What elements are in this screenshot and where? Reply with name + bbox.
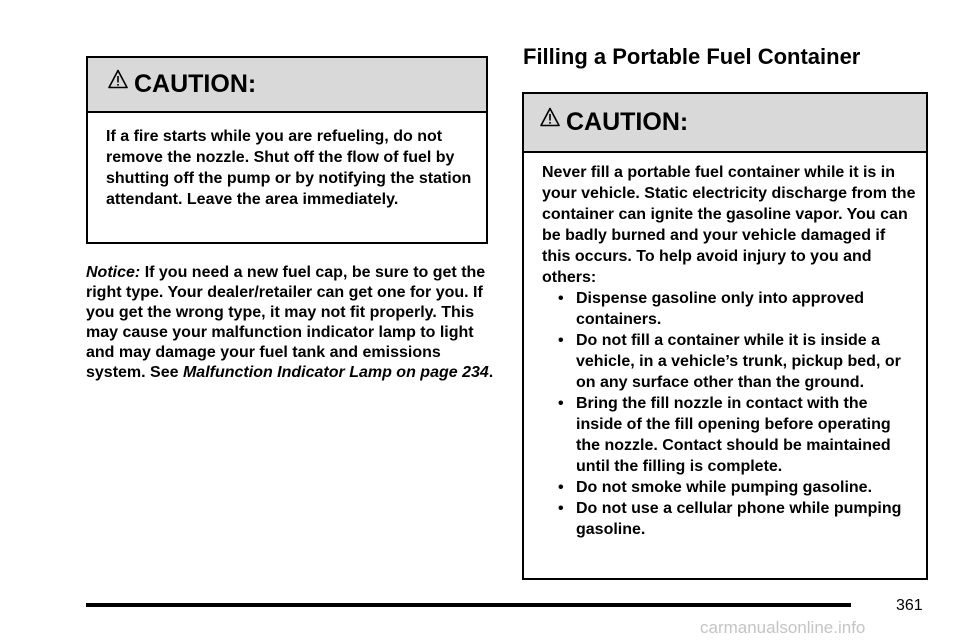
bullet: •	[558, 479, 564, 496]
caution-title: CAUTION:	[134, 70, 257, 98]
bullet: •	[558, 290, 564, 307]
notice-paragraph	[86, 263, 494, 383]
caution-header	[524, 94, 926, 153]
warning-icon	[108, 69, 128, 89]
caution-text: If a fire starts while you are refueling, do not remove the nozzle. Shut off the flow of fuel by shutting off the pump or by notifying the station attendant. Leave the area immediately.	[106, 128, 472, 208]
list-item: • Do not smoke while pumping gasoline.	[558, 479, 873, 496]
list-item: • Do not use a cellular phone while pumping gasoline.	[558, 500, 902, 538]
caution-box-portable-container	[522, 92, 928, 580]
bullet: •	[558, 500, 564, 517]
page-number: 361	[896, 597, 923, 614]
bullet: •	[558, 395, 564, 412]
list-item: • Dispense gasoline only into approved containers.	[558, 290, 865, 328]
caution-header	[88, 58, 486, 113]
caution-title: CAUTION:	[566, 108, 689, 136]
notice-end: .	[488, 364, 494, 381]
caution-intro: Never fill a portable fuel container while it is in your vehicle. Static electricity discharge from the container can ignite the gasoline vapor. You can be badly burned and your vehicle damaged if this occurs. To help avoid injury to you and others:	[542, 164, 916, 286]
caution-list	[542, 288, 916, 540]
notice-label: Notice:	[86, 264, 141, 281]
list-item: • Bring the fill nozzle in contact with the inside of the fill opening before operating the nozzle. Contact should be maintained until the filling is complete.	[558, 395, 891, 475]
cross-reference-link[interactable]: Malfunction Indicator Lamp on page 234	[182, 364, 489, 381]
section-title: Filling a Portable Fuel Container	[523, 44, 861, 69]
list-item: • Do not fill a container while it is inside a vehicle, in a vehicle’s trunk, pickup bed, or on any surface other than the ground.	[558, 332, 901, 391]
caution-box-fire	[86, 56, 488, 244]
watermark: carmanualsonline.info	[700, 618, 866, 637]
caution-content	[524, 153, 926, 540]
notice-text: If you need a new fuel cap, be sure to get the right type. Your dealer/retailer can get one for you. If you get the wrong type, it may not fit properly. This may cause your malfunction indicator lamp to light and may damage your fuel tank and emissions system. See	[86, 264, 486, 381]
warning-icon	[540, 107, 560, 127]
bullet: •	[558, 332, 564, 349]
footer-rule	[86, 603, 851, 607]
